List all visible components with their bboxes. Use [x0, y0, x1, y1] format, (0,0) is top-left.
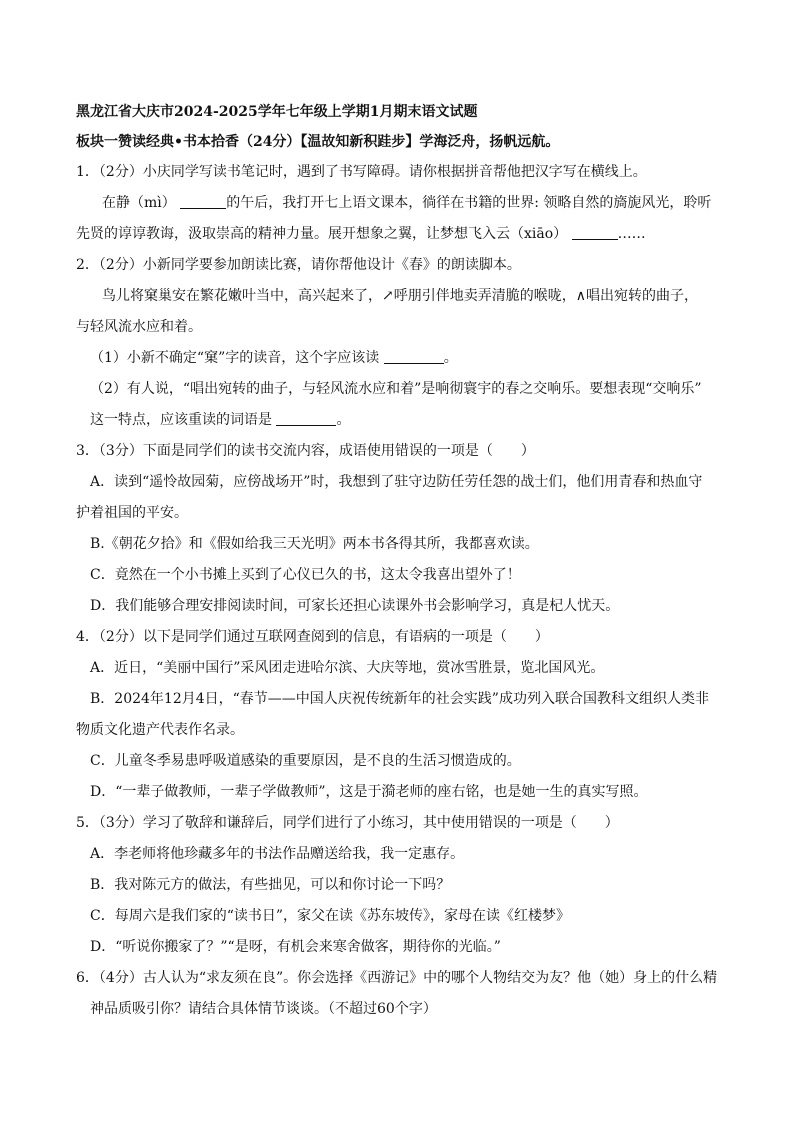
question-4-option-b-2[interactable]: 物质文化遗产代表作名录。 [76, 722, 244, 738]
q2-sub2b-end: 。 [336, 412, 351, 428]
answer-blank-mi[interactable] [180, 194, 226, 209]
answer-blank-stress-word[interactable] [276, 411, 336, 426]
question-1-line-1 [102, 193, 711, 213]
q1-text-a: 在静（mì） [102, 195, 176, 211]
question-3-stem: 3．（3分）下面是同学们的读书交流内容，成语使用错误的一项是（ ） [76, 443, 535, 459]
question-5-option-b[interactable]: B．我对陈元方的做法，有些拙见，可以和你讨论一下吗？ [90, 877, 451, 893]
answer-blank-pronunciation[interactable] [384, 349, 444, 364]
q2-sub1-end: 。 [443, 350, 458, 366]
question-2-passage-2: 与轻风流水应和着。 [76, 319, 202, 335]
question-4-stem: 4．（2分）以下是同学们通过互联网查阅到的信息，有语病的一项是（ ） [76, 629, 549, 645]
question-1-line-2 [76, 224, 646, 244]
question-6-stem-1: 6．（4分）古人认为“求友须在良”。你会选择《西游记》中的哪个人物结交为友？他（她）身上的什么精 [76, 970, 718, 986]
q2-sub1-text: （1）小新不确定“窠”字的读音，这个字应该读 [90, 350, 380, 366]
question-5-option-c[interactable]: C．每周六是我们家的“读书日”，家父在读《苏东坡传》，家母在读《红楼梦》 [90, 908, 571, 924]
answer-blank-xiao[interactable] [572, 225, 618, 240]
question-3-option-d[interactable]: D．我们能够合理安排阅读时间，可家长还担心读课外书会影响学习，真是杞人忧天。 [90, 598, 620, 614]
exam-title: 黑龙江省大庆市2024-2025学年七年级上学期1月期末语文试题 [76, 104, 478, 120]
question-1-stem: 1．（2分）小庆同学写读书笔记时，遇到了书写障碍。请你根据拼音帮他把汉字写在横线上。 [76, 164, 647, 180]
question-4-option-d[interactable]: D．“一辈子做教师，一辈子学做教师”，这是于漪老师的座右铭，也是她一生的真实写照。 [90, 784, 648, 800]
question-3-option-b[interactable]: B.《朝花夕拾》和《假如给我三天光明》两本书各得其所，我都喜欢读。 [90, 536, 539, 552]
question-2-passage-1: 鸟儿将窠巢安在繁花嫩叶当中，高兴起来了，↗呼朋引伴地卖弄清脆的喉咙，∧唱出宛转的曲子， [102, 288, 698, 304]
question-5-stem: 5．（3分）学习了敬辞和谦辞后，同学们进行了小练习，其中使用错误的一项是（ ） [76, 815, 619, 831]
question-2-stem: 2．（2分）小新同学要参加朗读比赛，请你帮他设计《春》的朗读脚本。 [76, 257, 521, 273]
question-4-option-b-1[interactable]: B．2024年12月4日，“春节——中国人庆祝传统新年的社会实践”成功列入联合国教科文组织人类非 [90, 691, 709, 707]
question-2-sub-2b [90, 410, 350, 430]
q2-sub2b-text: 这一特点，应该重读的词语是 [90, 412, 272, 428]
question-2-sub-1 [90, 348, 458, 368]
question-3-option-a-2[interactable]: 护着祖国的平安。 [76, 505, 188, 521]
q1-text-c: 先贤的谆谆教诲，汲取崇高的精神力量。展开想象之翼，让梦想飞入云（xiāo） [76, 226, 568, 242]
question-2-sub-2a: （2）有人说，“唱出宛转的曲子，与轻风流水应和着”是响彻寰宇的春之交响乐。要想表现“交响乐” [90, 381, 702, 397]
question-3-option-c[interactable]: C．竟然在一个小书摊上买到了心仪已久的书，这太令我喜出望外了！ [90, 567, 521, 583]
question-4-option-a[interactable]: A．近日，“美丽中国行”采风团走进哈尔滨、大庆等地，赏冰雪胜景，览北国风光。 [90, 660, 605, 676]
question-4-option-c[interactable]: C．儿童冬季易患呼吸道感染的重要原因，是不良的生活习惯造成的。 [90, 753, 521, 769]
q1-text-d: …… [617, 226, 646, 242]
q1-text-b: 的午后，我打开七上语文课本，徜徉在书籍的世界: 领略自然的旖旎风光，聆听 [226, 195, 712, 211]
question-3-option-a-1[interactable]: A．读到“遥怜故园菊，应傍战场开”时，我想到了驻守边防任劳任怨的战士们，他们用青春和热血守 [90, 474, 703, 490]
question-6-stem-2: 神品质吸引你？请结合具体情节谈谈。（不超过60个字） [90, 1001, 437, 1017]
question-5-option-a[interactable]: A．李老师将他珍藏多年的书法作品赠送给我，我一定惠存。 [90, 846, 465, 862]
question-5-option-d[interactable]: D．“听说你搬家了？”“是呀，有机会来寒舍做客，期待你的光临。” [90, 939, 501, 955]
section-heading: 板块一赞读经典•书本拾香（24分）【温故知新积跬步】学海泛舟，扬帆远航。 [76, 134, 560, 150]
